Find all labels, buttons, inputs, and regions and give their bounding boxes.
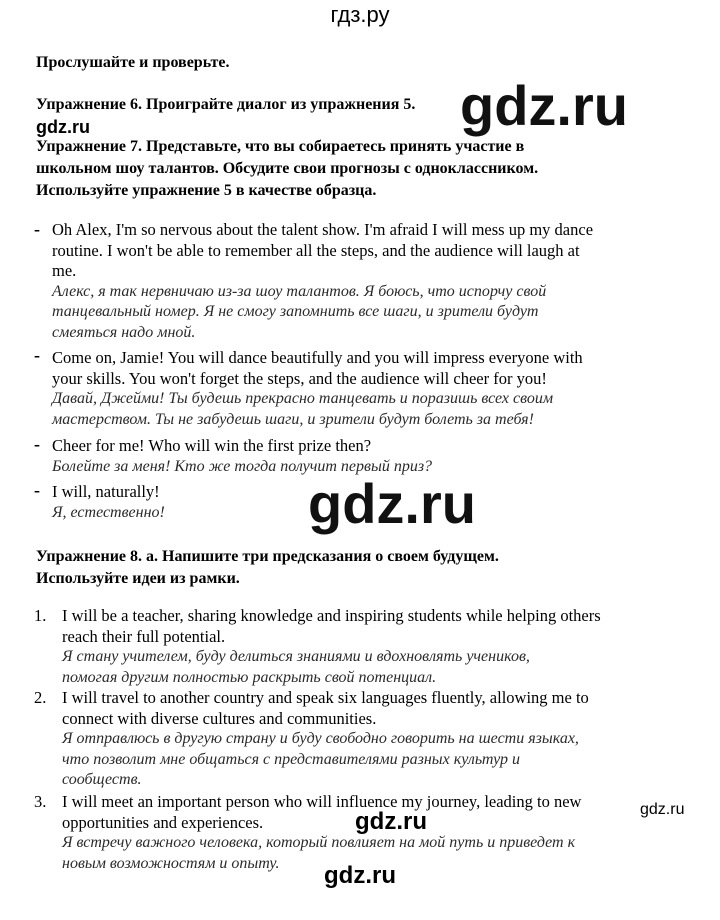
english-text: I will, naturally! xyxy=(52,482,160,501)
english-text: Cheer for me! Who will win the first prize then? xyxy=(52,436,372,455)
item-number: 1. xyxy=(34,606,47,625)
item-number: 2. xyxy=(34,688,47,707)
watermark-right: gdz.ru xyxy=(640,801,685,818)
dash-marker: - xyxy=(34,480,40,500)
english-text: I will meet an important person who will influence my journey, leading to new opportunities and experiences. xyxy=(62,792,582,832)
intro-heading: Прослушайте и проверьте. xyxy=(36,54,230,71)
watermark-center: gdz.ru xyxy=(355,808,427,835)
exercise-7-heading: Упражнение 7. Представьте, что вы собираетесь принять участие в школьном шоу талантов. Обсудите свои прогнозы с одноклассником. Используйте упражнение 5 в качестве образца. xyxy=(36,138,539,199)
russian-translation: Болейте за меня! Кто же тогда получит первый приз? xyxy=(52,457,433,475)
russian-translation: Давай, Джейми! Ты будешь прекрасно танцевать и поразишь всех своим мастерством. Ты не забудешь шаги, и зрители будут болеть за тебя! xyxy=(52,390,554,428)
dash-marker: - xyxy=(34,345,40,365)
dash-marker: - xyxy=(34,434,40,454)
watermark-large: gdz.ru xyxy=(460,74,628,137)
english-text: Come on, Jamie! You will dance beautifully and you will impress everyone with your skills. You won't forget the steps, and the audience will cheer for you! xyxy=(52,348,583,388)
russian-translation: Я стану учителем, буду делиться знаниями и вдохновлять учеников, помогая другим полностью раскрыть свой потенциал. xyxy=(62,648,530,686)
exercise-8-heading: Упражнение 8. а. Напишите три предсказания о своем будущем. Используйте идеи из рамки. xyxy=(36,548,499,587)
watermark-bottom: gdz.ru xyxy=(324,862,396,889)
english-text: I will be a teacher, sharing knowledge and inspiring students while helping others reach their full potential. xyxy=(62,606,601,646)
russian-translation: Я встречу важного человека, который повлияет на мой путь и приведет к новым возможностям и опыту. xyxy=(62,834,576,872)
item-number: 3. xyxy=(34,792,47,811)
russian-translation: Я отправлюсь в другую страну и буду свободно говорить на шести языках, что позволит мне общаться с представителями разных культур и сообществ. xyxy=(62,730,579,788)
dash-marker: - xyxy=(34,219,40,239)
russian-translation: Я, естественно! xyxy=(52,503,165,521)
watermark-large-center: gdz.ru xyxy=(308,472,476,535)
russian-translation: Алекс, я так нервничаю из-за шоу талантов. Я боюсь, что испорчу свой танцевальный номер. Я не смогу запомнить все шаги, и зрители будут смеяться надо мной. xyxy=(52,282,547,341)
watermark-small: gdz.ru xyxy=(36,117,90,137)
english-text: I will travel to another country and speak six languages fluently, allowing me to connect with diverse cultures and communities. xyxy=(62,688,589,728)
watermark-top: гдз.ру xyxy=(330,2,390,27)
english-text: Oh Alex, I'm so nervous about the talent show. I'm afraid I will mess up my dance routine. I won't be able to remember all the steps, and the audience will laugh at me. xyxy=(52,220,594,280)
exercise-6-heading: Упражнение 6. Проиграйте диалог из упражнения 5. xyxy=(36,96,416,113)
